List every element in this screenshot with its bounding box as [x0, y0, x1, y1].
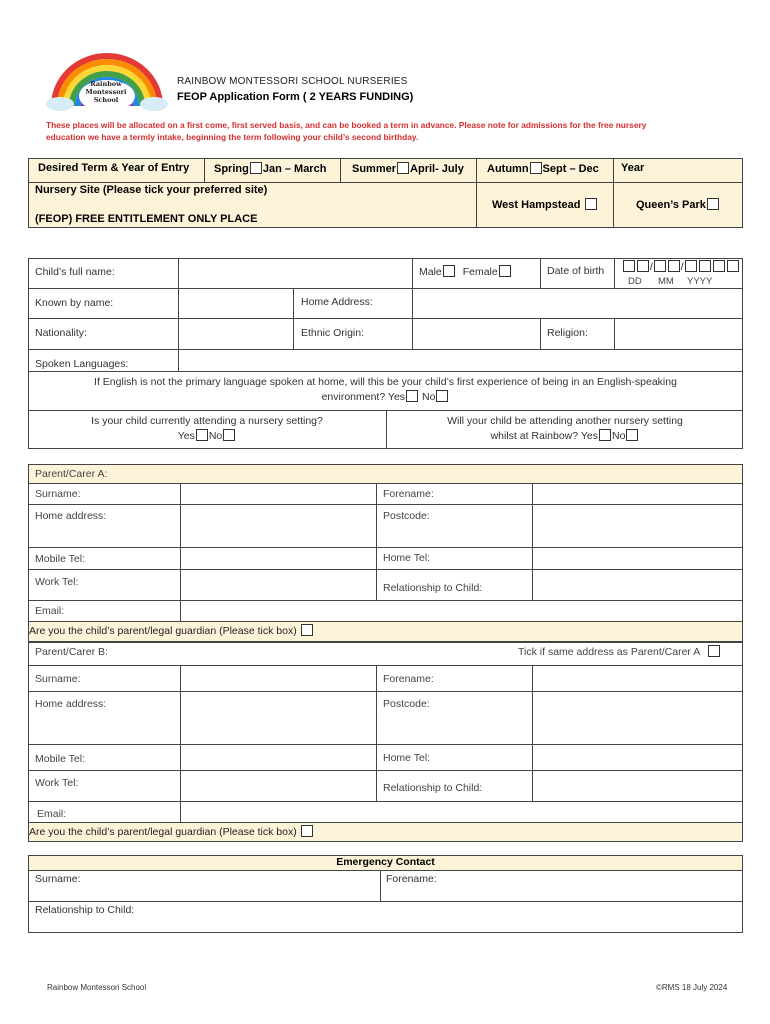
- west-hampstead-option: [492, 198, 598, 211]
- carer-b-mobile-label: Mobile Tel:: [35, 753, 85, 765]
- nationality-field[interactable]: [179, 319, 293, 349]
- english-question-env: environment?: [321, 391, 386, 403]
- emergency-relationship-field[interactable]: [29, 902, 742, 932]
- school-name: RAINBOW MONTESSORI SCHOOL NURSERIES: [177, 76, 408, 87]
- carer-b-title: Parent/Carer B:: [35, 646, 108, 658]
- english-question-line-1: If English is not the primary language spoken at home, will this be your child’s first experience of being in an English-speaking: [94, 376, 677, 388]
- carer-b-same-address: [518, 645, 721, 658]
- another-nursery-question: [387, 414, 743, 444]
- logo-line: Rainbow: [90, 80, 122, 88]
- religion-field[interactable]: [615, 319, 742, 349]
- divider: [540, 318, 541, 349]
- male-checkbox[interactable]: [443, 265, 455, 277]
- divider: [28, 371, 743, 372]
- summer-range: April- July: [410, 163, 464, 175]
- emergency-forename-label: Forename:: [386, 873, 437, 885]
- dob-month-2[interactable]: [668, 260, 680, 272]
- english-yes-label: Yes: [387, 391, 406, 403]
- carer-a-forename-label: Forename:: [383, 488, 434, 500]
- female-checkbox[interactable]: [499, 265, 511, 277]
- dob-separator: /: [650, 262, 653, 273]
- dob-boxes: [622, 260, 740, 273]
- divider: [376, 483, 377, 600]
- carer-b-home-address-label: Home address:: [35, 698, 107, 710]
- carer-a-work-tel-field[interactable]: [181, 570, 376, 600]
- female-label: Female: [462, 266, 498, 278]
- dob-day-1[interactable]: [623, 260, 635, 272]
- carer-b-postcode-label: Postcode:: [383, 698, 430, 710]
- logo-text: [76, 80, 136, 104]
- ethnic-origin-label: Ethnic Origin:: [301, 327, 365, 339]
- carer-b-postcode-field[interactable]: [533, 692, 742, 744]
- dob-dd: DD: [628, 276, 642, 287]
- divider: [28, 822, 743, 823]
- carer-a-guardian-checkbox[interactable]: [301, 624, 313, 636]
- dob-separator: /: [680, 262, 684, 273]
- english-question: [28, 375, 743, 405]
- divider: [293, 288, 294, 349]
- carer-a-guardian-question: [29, 624, 314, 637]
- nursery-no-label: No: [208, 430, 223, 442]
- carer-b-surname-field[interactable]: [181, 666, 376, 691]
- emergency-title: Emergency Contact: [336, 856, 435, 868]
- spring-range: Jan – March: [262, 163, 327, 175]
- child-full-name-label: Child’s full name:: [35, 266, 115, 278]
- carer-a-relationship-field[interactable]: [533, 570, 742, 600]
- west-hampstead-label: West Hampstead: [492, 199, 581, 211]
- divider: [476, 158, 477, 228]
- carer-a-mobile-label: Mobile Tel:: [35, 553, 85, 565]
- nationality-label: Nationality:: [35, 327, 87, 339]
- dob-day-2[interactable]: [637, 260, 649, 272]
- carer-b-work-tel-label: Work Tel:: [35, 777, 79, 789]
- form-title: FEOP Application Form ( 2 YEARS FUNDING): [177, 91, 414, 103]
- ethnic-origin-field[interactable]: [413, 319, 540, 349]
- divider: [540, 258, 541, 288]
- year-label: Year: [621, 162, 645, 174]
- carer-b-guardian-question: [29, 825, 314, 838]
- home-address-field[interactable]: [413, 289, 742, 318]
- another-yes-label: Yes: [580, 430, 598, 442]
- carer-a-title: Parent/Carer A:: [35, 468, 108, 480]
- emergency-surname-label: Surname:: [35, 873, 81, 885]
- footer-school: Rainbow Montessori School: [47, 983, 147, 992]
- queens-park-label: Queen’s Park: [636, 199, 706, 211]
- allocation-notice-line-2: education we have a termly intake, beginning the term following your child’s second birthday.: [46, 132, 419, 142]
- carer-b-surname-label: Surname:: [35, 673, 81, 685]
- carer-a-forename-field[interactable]: [533, 484, 742, 504]
- dob-year-4[interactable]: [727, 260, 739, 272]
- carer-b-guardian-label: Are you the child’s parent/legal guardian (Please tick box): [29, 826, 297, 838]
- another-yes-checkbox[interactable]: [599, 429, 611, 441]
- carer-a-surname-label: Surname:: [35, 488, 81, 500]
- carer-b-same-address-checkbox[interactable]: [708, 645, 720, 657]
- dob-label: Date of birth: [547, 265, 605, 277]
- spoken-languages-label: Spoken Languages:: [35, 358, 129, 370]
- carer-b-forename-field[interactable]: [533, 666, 742, 691]
- footer-copyright: ©RMS 18 July 2024: [656, 983, 728, 992]
- carer-a-relationship-label: Relationship to Child:: [383, 582, 483, 594]
- gender-options: [419, 265, 512, 278]
- autumn-checkbox[interactable]: [530, 162, 542, 174]
- divider: [613, 158, 614, 228]
- another-nursery-line-2: [387, 429, 743, 444]
- divider: [376, 665, 377, 801]
- summer-label: Summer: [352, 163, 397, 175]
- carer-a-home-tel-label: Home Tel:: [383, 552, 431, 564]
- summer-checkbox[interactable]: [397, 162, 409, 174]
- carer-b-mobile-field[interactable]: [181, 745, 376, 770]
- carer-a-home-tel-field[interactable]: [533, 548, 742, 569]
- english-question-line-2: [28, 390, 743, 405]
- home-address-label: Home Address:: [301, 296, 373, 308]
- carer-b-relationship-label: Relationship to Child:: [383, 782, 483, 794]
- religion-label: Religion:: [547, 327, 588, 339]
- west-hampstead-checkbox[interactable]: [585, 198, 597, 210]
- known-by-label: Known by name:: [35, 297, 114, 309]
- divider: [28, 621, 743, 622]
- carer-a-home-address-label: Home address:: [35, 510, 107, 522]
- carer-b-home-tel-label: Home Tel:: [383, 752, 431, 764]
- dob-year-3[interactable]: [713, 260, 725, 272]
- nursery-question-options: [28, 429, 386, 444]
- queens-park-checkbox[interactable]: [707, 198, 719, 210]
- carer-a-surname-field[interactable]: [181, 484, 376, 504]
- carer-b-same-address-label: Tick if same address as Parent/Carer A: [518, 646, 700, 658]
- carer-b-email-field[interactable]: [181, 802, 742, 822]
- queens-park-option: [636, 198, 720, 211]
- spring-option: [214, 162, 326, 175]
- carer-b-home-tel-field[interactable]: [533, 745, 742, 770]
- spoken-languages-field[interactable]: [179, 350, 742, 371]
- nursery-question-text: Is your child currently attending a nursery setting?: [91, 415, 323, 427]
- nursery-question: [28, 414, 386, 444]
- spring-label: Spring: [214, 163, 249, 175]
- dob-mm: MM: [658, 276, 674, 287]
- english-no-checkbox[interactable]: [436, 390, 448, 402]
- divider: [340, 158, 341, 182]
- carer-a-work-tel-label: Work Tel:: [35, 576, 79, 588]
- nursery-yes-checkbox[interactable]: [196, 429, 208, 441]
- dob-month-1[interactable]: [654, 260, 666, 272]
- carer-b-guardian-checkbox[interactable]: [301, 825, 313, 837]
- feop-only-label: (FEOP) FREE ENTITLEMENT ONLY PLACE: [35, 213, 258, 225]
- carer-a-guardian-label: Are you the child’s parent/legal guardian (Please tick box): [29, 625, 297, 637]
- carer-b-home-address-field[interactable]: [181, 692, 376, 744]
- carer-a-email-label: Email:: [35, 605, 65, 617]
- carer-b-relationship-field[interactable]: [533, 771, 742, 801]
- nursery-yes-label: Yes: [177, 430, 195, 442]
- emergency-forename-field[interactable]: [381, 871, 742, 901]
- nursery-site-label: Nursery Site (Please tick your preferred site): [35, 184, 268, 196]
- carer-b-work-tel-field[interactable]: [181, 771, 376, 801]
- autumn-range: Sept – Dec: [542, 163, 599, 175]
- carer-a-header: [29, 465, 742, 483]
- summer-option: [352, 162, 464, 175]
- carer-a-mobile-field[interactable]: [181, 548, 376, 569]
- english-yes-checkbox[interactable]: [406, 390, 418, 402]
- dob-yyyy: YYYY: [687, 276, 713, 287]
- male-label: Male: [419, 266, 442, 278]
- carer-a-home-address-field[interactable]: [181, 505, 376, 547]
- known-by-field[interactable]: [179, 289, 293, 318]
- autumn-label: Autumn: [487, 163, 529, 175]
- allocation-notice-line-1: These places will be allocated on a first come, first served basis, and can be booked a term in advance. Please note for admissions for the free nursery: [46, 120, 647, 130]
- divider: [28, 182, 743, 183]
- another-no-label: No: [611, 430, 626, 442]
- child-full-name-field[interactable]: [179, 259, 412, 288]
- carer-a-email-field[interactable]: [181, 601, 742, 621]
- spring-checkbox[interactable]: [250, 162, 262, 174]
- emergency-surname-field[interactable]: [29, 871, 380, 901]
- dob-year-2[interactable]: [699, 260, 711, 272]
- nursery-no-checkbox[interactable]: [223, 429, 235, 441]
- english-no-label: No: [421, 391, 436, 403]
- dob-year-1[interactable]: [685, 260, 697, 272]
- carer-a-postcode-field[interactable]: [533, 505, 742, 547]
- carer-a-postcode-label: Postcode:: [383, 510, 430, 522]
- desired-term-label: Desired Term & Year of Entry: [38, 162, 190, 174]
- another-nursery-line-1: Will your child be attending another nursery setting: [447, 415, 683, 427]
- carer-b-forename-label: Forename:: [383, 673, 434, 685]
- another-nursery-whilst: whilst at Rainbow?: [490, 430, 579, 442]
- another-no-checkbox[interactable]: [626, 429, 638, 441]
- divider: [204, 158, 205, 182]
- logo-line: Montessori: [85, 88, 127, 96]
- carer-b-email-label: Email:: [37, 808, 67, 820]
- logo-line: School: [93, 96, 119, 104]
- emergency-relationship-label: Relationship to Child:: [35, 904, 135, 916]
- autumn-option: [487, 162, 599, 175]
- divider: [614, 258, 615, 288]
